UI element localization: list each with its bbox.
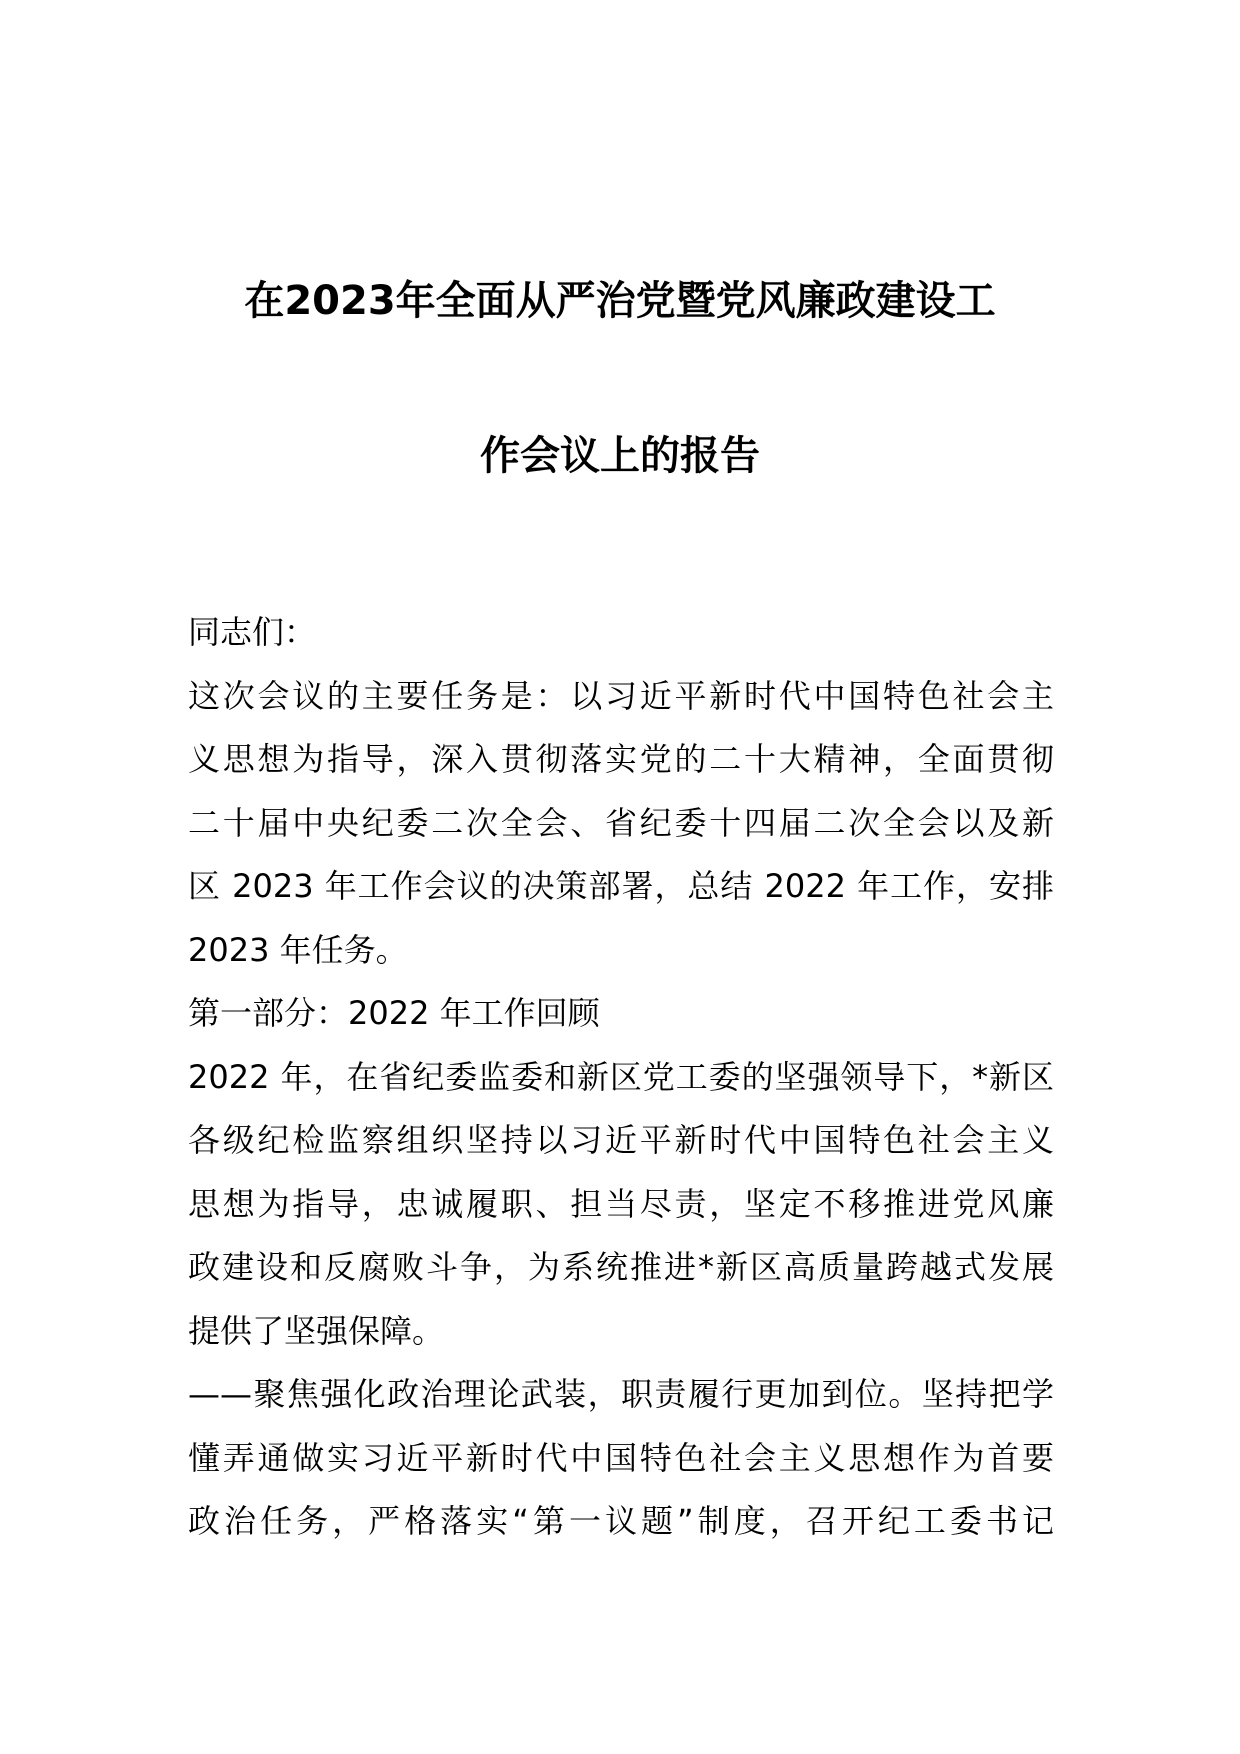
body-text-line: 第一部分：2022 年工作回顾 <box>188 994 600 1032</box>
document-body <box>188 601 1054 1554</box>
body-text-line: 提供了坚强保障。 <box>188 1311 445 1350</box>
body-text-line: 2023 年任务。 <box>188 930 408 969</box>
body-text-line: 政治任务，严格落实“第一议题”制度，召开纪工委书记 <box>188 1502 1054 1540</box>
document-title-line-2: 作会议上的报告 <box>480 433 760 479</box>
body-text-line: 义思想为指导，深入贯彻落实党的二十大精神，全面贯彻 <box>188 740 1054 778</box>
body-text-line: 同志们： <box>188 613 317 651</box>
body-text-line: 各级纪检监察组织坚持以习近平新时代中国特色社会主义 <box>188 1121 1054 1159</box>
body-text-line: 二十届中央纪委二次全会、省纪委十四届二次全会以及新 <box>188 803 1054 842</box>
document-title-line-1: 在2023年全面从严治党暨党风廉政建设工 <box>244 278 996 324</box>
body-text-line: ——聚焦强化政治理论武装，职责履行更加到位。坚持把学 <box>188 1375 1054 1413</box>
body-text-line: 这次会议的主要任务是：以习近平新时代中国特色社会主 <box>188 676 1054 715</box>
body-text-line: 区 2023 年工作会议的决策部署，总结 2022 年工作，安排 <box>188 867 1054 905</box>
body-text-line: 懂弄通做实习近平新时代中国特色社会主义思想作为首要 <box>188 1438 1054 1477</box>
body-text-line: 思想为指导，忠诚履职、担当尽责，坚定不移推进党风廉 <box>188 1184 1054 1223</box>
body-text-line: 2022 年，在省纪委监委和新区党工委的坚强领导下，*新区 <box>188 1057 1054 1096</box>
body-text-line: 政建设和反腐败斗争，为系统推进*新区高质量跨越式发展 <box>188 1248 1054 1286</box>
